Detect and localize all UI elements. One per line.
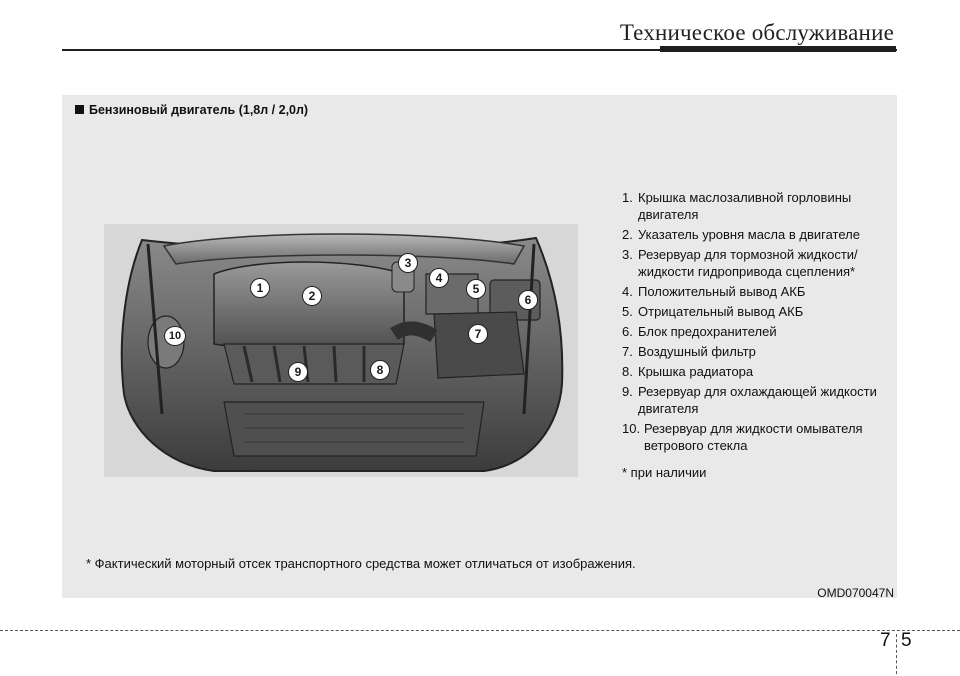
engine-bay-illustration [104, 224, 578, 477]
section-title-text: Бензиновый двигатель (1,8л / 2,0л) [89, 103, 309, 117]
callout-9: 9 [288, 362, 308, 382]
legend-item: 5. Отрицательный вывод АКБ [622, 304, 804, 319]
section-title [75, 103, 308, 117]
callout-3: 3 [398, 253, 418, 273]
callout-8: 8 [370, 360, 390, 380]
legend-item: 3. Резервуар для тормозной жидкости/жидкости гидропривода сцепления* [622, 247, 858, 279]
legend-item: 2. Указатель уровня масла в двигателе [622, 227, 860, 242]
callout-2: 2 [302, 286, 322, 306]
page-header-title: Техническое обслуживание [619, 20, 894, 45]
chapter-number: 7 [880, 630, 891, 651]
image-code: OMD070047N [817, 586, 894, 600]
header-rule-accent [660, 46, 896, 52]
callout-7: 7 [468, 324, 488, 344]
availability-footnote: * при наличии [622, 465, 707, 480]
footer-divider [0, 630, 960, 631]
square-bullet-icon [75, 105, 84, 114]
legend-item: 7. Воздушный фильтр [622, 344, 756, 359]
legend-item: 4. Положительный вывод АКБ [622, 284, 806, 299]
legend-item: 1. Крышка маслозаливной горловины двигателя [622, 190, 852, 222]
callout-4: 4 [429, 268, 449, 288]
parts-legend [622, 189, 892, 457]
callout-1: 1 [250, 278, 270, 298]
legend-item: 9. Резервуар для охлаждающей жидкости двигателя [622, 384, 877, 416]
legend-item: 8. Крышка радиатора [622, 364, 754, 379]
callout-6: 6 [518, 290, 538, 310]
disclaimer-note: * Фактический моторный отсек транспортного средства может отличаться от изображения. [86, 556, 636, 571]
callout-10: 10 [164, 326, 186, 346]
callout-5: 5 [466, 279, 486, 299]
engine-bay-drawing [104, 224, 578, 477]
page-number: 5 [901, 630, 912, 651]
legend-item: 10. Резервуар для жидкости омывателя ветрового стекла [622, 421, 863, 453]
page-number-separator [896, 634, 897, 674]
legend-item: 6. Блок предохранителей [622, 324, 777, 339]
